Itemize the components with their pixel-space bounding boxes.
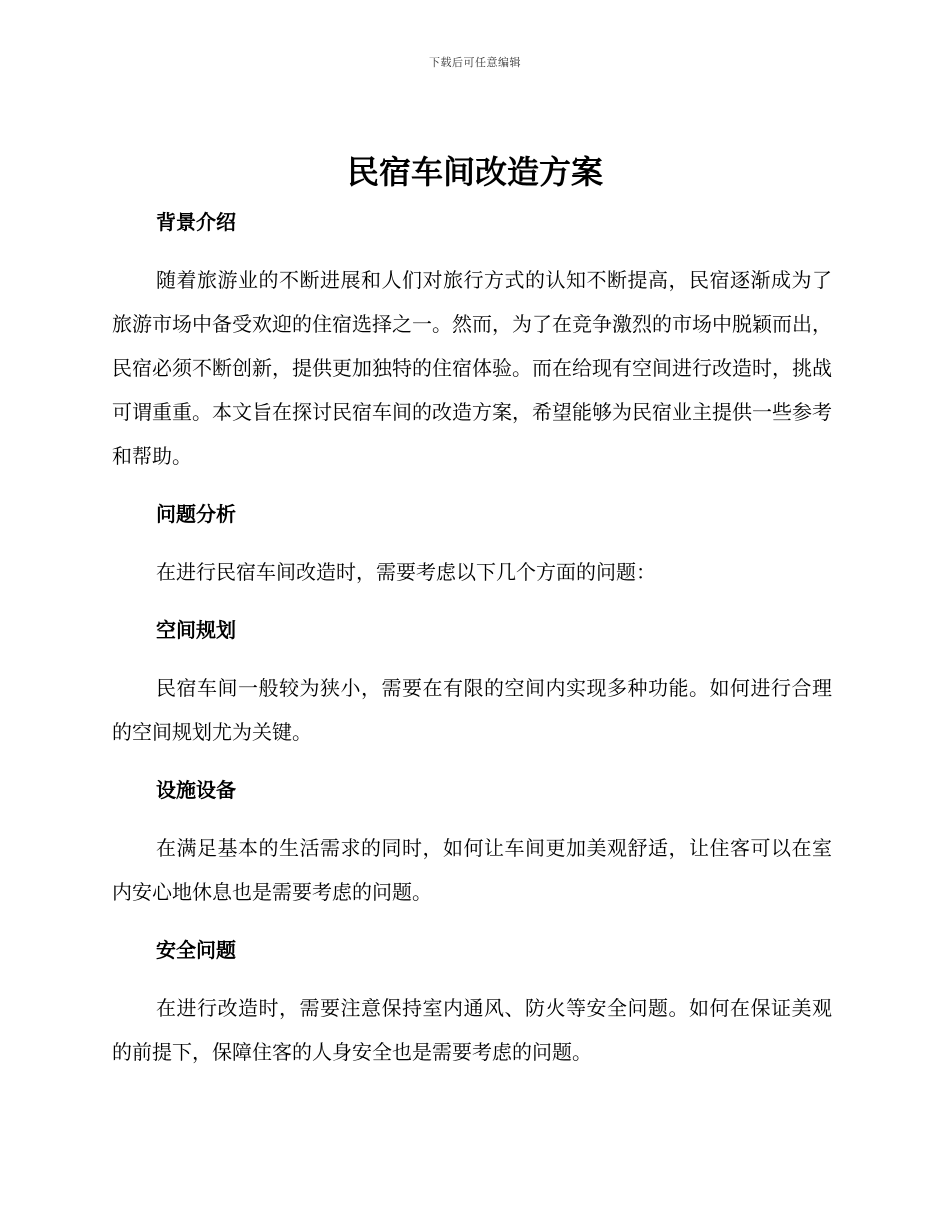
section-paragraph: 民宿车间一般较为狭小，需要在有限的空间内实现多种功能。如何进行合理的空间规划尤为关键。: [112, 676, 832, 744]
document-title: 民宿车间改造方案: [346, 153, 603, 191]
section-problem-analysis: [112, 492, 832, 608]
section-safety: [112, 928, 832, 1074]
section-heading: 背景介绍: [156, 210, 236, 234]
section-heading: 安全问题: [156, 938, 236, 962]
section-facilities: [112, 768, 832, 928]
section-space-planning: [112, 608, 832, 768]
section-paragraph: 在满足基本的生活需求的同时，如何让车间更加美观舒适，让住客可以在室内安心地休息也是需要考虑的问题。: [112, 836, 832, 904]
section-heading: 问题分析: [156, 502, 236, 526]
section-paragraph: 在进行改造时，需要注意保持室内通风、防火等安全问题。如何在保证美观的前提下，保障住客的人身安全也是需要考虑的问题。: [112, 996, 832, 1064]
section-paragraph: 在进行民宿车间改造时，需要考虑以下几个方面的问题：: [156, 560, 656, 584]
header-note: 下载后可任意编辑: [429, 56, 521, 69]
section-background: [112, 200, 832, 492]
section-paragraph: 随着旅游业的不断进展和人们对旅行方式的认知不断提高，民宿逐渐成为了旅游市场中备受欢迎的住宿选择之一。然而，为了在竞争激烈的市场中脱颖而出，民宿必须不断创新，提供更加独特的住宿体验。而在给现有空间进行改造时，挑战可谓重重。本文旨在探讨民宿车间的改造方案，希望能够为民宿业主提供一些参考和帮助。: [112, 268, 832, 468]
section-heading: 空间规划: [156, 618, 236, 642]
document-body: [112, 200, 832, 1074]
section-heading: 设施设备: [156, 778, 236, 802]
